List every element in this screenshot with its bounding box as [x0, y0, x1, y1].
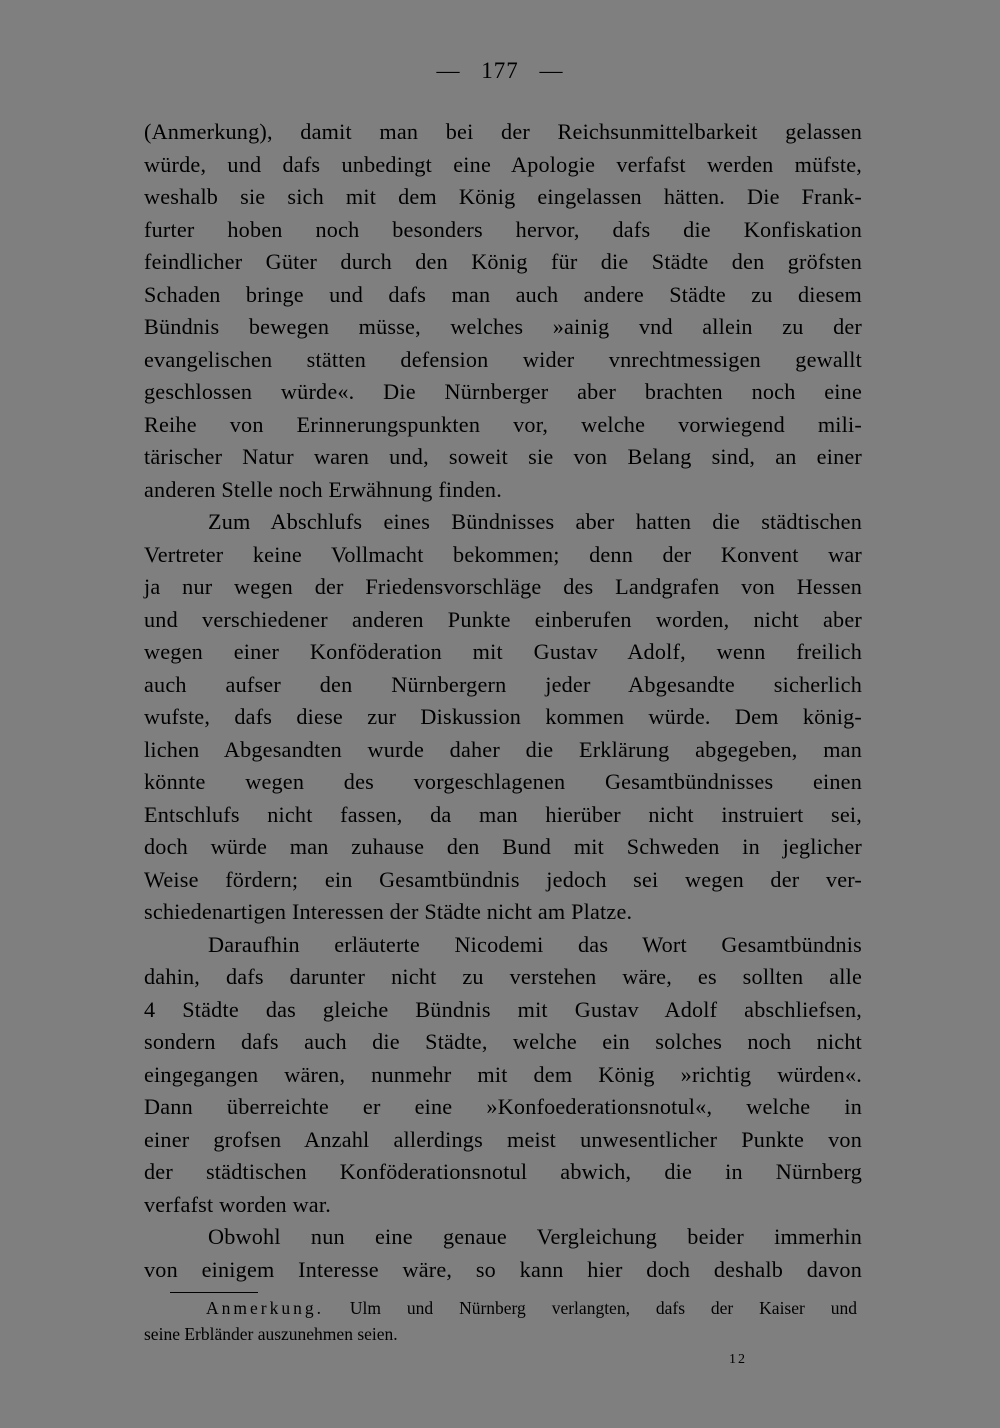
- text-line: feindlicher Güter durch den König für die Städte den gröfsten: [144, 249, 862, 274]
- text-line: Reihe von Erinnerungspunkten vor, welche vorwiegend mili-: [144, 411, 862, 437]
- text-line: furter hoben noch besonders hervor, dafs die Konfiskation: [144, 216, 862, 242]
- text-line: würde, und dafs unbedingt eine Apologie verfafst werden müfste,: [144, 151, 862, 177]
- footnote: [144, 1295, 857, 1347]
- text-line: Entschlufs nicht fassen, da man hierüber nicht instruiert sei,: [144, 801, 862, 827]
- text-line: lichen Abgesandten wurde daher die Erklärung abgegeben, man: [144, 736, 862, 762]
- text-line: sondern dafs auch die Städte, welche ein solches noch nicht: [144, 1029, 862, 1054]
- footnote-line: [144, 1295, 857, 1321]
- text-line: geschlossen würde«. Die Nürnberger aber brachten noch eine: [144, 379, 862, 404]
- text-line: Vertreter keine Vollmacht bekommen; denn der Konvent war: [144, 541, 862, 567]
- text-line: schiedenartigen Interessen der Städte nicht am Platze.: [144, 899, 633, 924]
- text-line: Schaden bringe und dafs man auch andere Städte zu diesem: [144, 281, 862, 307]
- text-line: dahin, dafs darunter nicht zu verstehen wäre, es sollten alle: [144, 964, 862, 989]
- header-dash-right: —: [539, 58, 564, 83]
- text-line: verfafst worden war.: [144, 1191, 331, 1217]
- header-dash-left: —: [436, 58, 461, 83]
- text-line: einer grofsen Anzahl allerdings meist unwesentlicher Punkte von: [144, 1126, 862, 1152]
- page-number: 177: [481, 58, 519, 83]
- text-line: tärischer Natur waren und, soweit sie von Belang sind, an einer: [144, 444, 862, 469]
- text-line: (Anmerkung), damit man bei der Reichsunmittelbarkeit gelassen: [144, 119, 862, 144]
- text-line: weshalb sie sich mit dem König eingelassen hätten. Die Frank-: [144, 184, 862, 209]
- text-line: ja nur wegen der Friedensvorschläge des Landgrafen von Hessen: [144, 574, 862, 599]
- text-line: von einigem Interesse wäre, so kann hier doch deshalb davon: [144, 1256, 862, 1282]
- text-line: evangelischen stätten defension wider vnrechtmessigen gewallt: [144, 346, 862, 372]
- text-line: Obwohl nun eine genaue Vergleichung beider immerhin: [208, 1224, 862, 1249]
- text-line: Weise fördern; ein Gesamtbündnis jedoch sei wegen der ver-: [144, 866, 862, 892]
- signature-mark: 12: [729, 1352, 747, 1367]
- text-line: 4 Städte das gleiche Bündnis mit Gustav Adolf abschliefsen,: [144, 996, 862, 1022]
- text-line: Dann überreichte er eine »Konfoederationsnotul«, welche in: [144, 1094, 862, 1119]
- text-line: anderen Stelle noch Erwähnung finden.: [144, 476, 502, 502]
- text-line: auch aufser den Nürnbergern jeder Abgesandte sicherlich: [144, 671, 862, 697]
- text-line: Bündnis bewegen müsse, welches »ainig vnd allein zu der: [144, 314, 862, 339]
- text-line: wegen einer Konföderation mit Gustav Adolf, wenn freilich: [144, 639, 862, 664]
- text-line: und verschiedener anderen Punkte einberufen worden, nicht aber: [144, 606, 862, 632]
- footnote-rule: [170, 1292, 258, 1293]
- body-text: [144, 116, 862, 1286]
- text-line: wufste, dafs diese zur Diskussion kommen würde. Dem könig-: [144, 704, 862, 729]
- page-header: [0, 58, 1000, 84]
- text-line: Zum Abschlufs eines Bündnisses aber hatten die städtischen: [208, 509, 862, 534]
- footnote-text: Ulm und Nürnberg verlangten, dafs der Kaiser und: [349, 1298, 857, 1318]
- footnote-label: Anmerkung.: [206, 1298, 324, 1318]
- footnote-line: seine Erbländer auszunehmen seien.: [144, 1324, 398, 1344]
- text-line: eingegangen wären, nunmehr mit dem König »richtig würden«.: [144, 1061, 862, 1087]
- text-line: könnte wegen des vorgeschlagenen Gesamtbündnisses einen: [144, 769, 862, 794]
- text-line: Daraufhin erläuterte Nicodemi das Wort Gesamtbündnis: [208, 931, 862, 957]
- text-line: doch würde man zuhause den Bund mit Schweden in jeglicher: [144, 834, 862, 859]
- text-line: der städtischen Konföderationsnotul abwich, die in Nürnberg: [144, 1159, 862, 1184]
